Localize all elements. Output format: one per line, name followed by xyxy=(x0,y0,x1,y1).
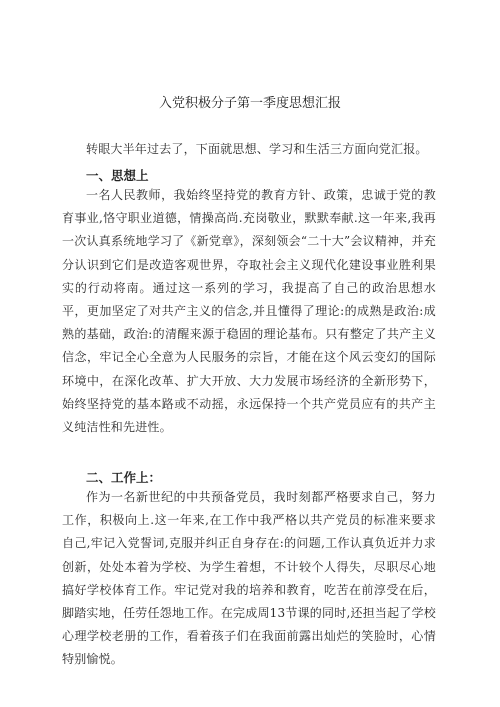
section-heading-thought: 一、思想上 xyxy=(86,168,149,183)
intro-paragraph: 转眼大半年过去了，下面就思想、学习和生活三方面向党汇报。 xyxy=(86,142,428,156)
section-body-thought: 一名人民教师，我始终坚持党的教育方针、政策，忠诚于党的教育事业,恪守职业道德，情操高尚.充岗敬业，默默奉献.这一年来,我再一次认真系统地学习了《新党章》，深刻领会“二十大”会议精神，并充分认识到它们是改造客观世界，夺取社会主义现代化建设事业胜利果实的行动将南。通过这一系列的学习，我提高了自己的政治思想水平，更加坚定了对共产主义的信念,并且懂得了理论:的成熟是政治:成熟的基础，政治:的清醒来源于稳固的理论基布。只有整定了共产主义信念，牢记全心全意为人民服务的宗旨，才能在这个风云变幻的国际环境中，在深化改革、扩大开放、大力发展市场经济的全新形势下，始终坚持党的基本路或不动摇，永远保持一个共产党员应有的共产主义纯洁性和先进性。 xyxy=(62,188,436,435)
document-title: 入党积极分子第一季度思想汇报 xyxy=(158,96,341,111)
section-heading-work: 二、工作上： xyxy=(86,470,162,485)
section-body-work: 作为一名新世纪的中共预备党员，我时刻都严格要求自己，努力工作，积极向上.这一年来,在工作中我严格以共产党员的标准来要求自己,牢记入党誓词,克服并纠正自身存在:的问题,工作认真负近并力求创新，处处本着为学校、为学生着想，不计较个人得失，尽职尽心地搞好学校体育工作。牢记党对我的培养和教育，吃苦在前淳受在后，脚踏实地，任劳任怨地工作。在完成周13节课的同时,还担当起了学校心理学校老册的工作，看着孩子们在我面前露出灿烂的笑脸时，心情特别愉悦。 xyxy=(62,490,436,667)
